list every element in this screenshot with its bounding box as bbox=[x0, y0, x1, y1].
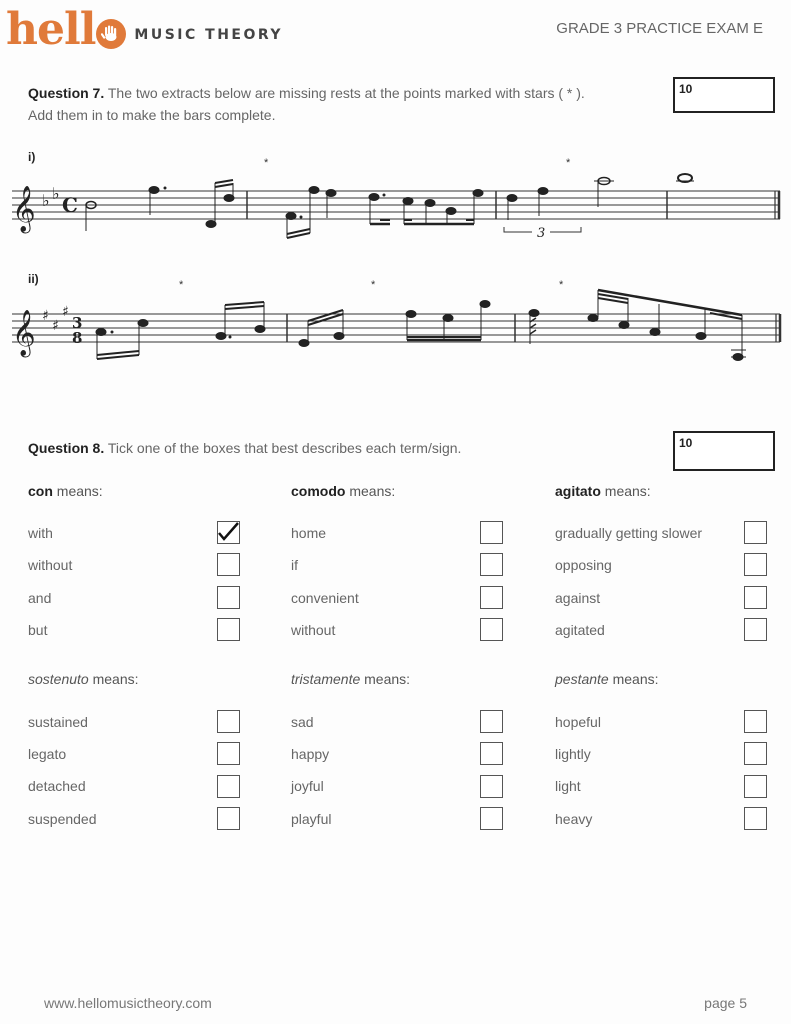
svg-text:C: C bbox=[62, 193, 78, 217]
question-7-marks-box[interactable] bbox=[673, 77, 775, 113]
checkbox-agitato-against[interactable] bbox=[744, 586, 767, 609]
checkbox-pestante-lightly[interactable] bbox=[744, 742, 767, 765]
term-tristamente-heading: tristamente means: bbox=[291, 671, 411, 687]
option-label: hopeful bbox=[555, 714, 601, 730]
checkbox-comodo-home[interactable] bbox=[480, 521, 503, 544]
checkmark-icon bbox=[217, 521, 239, 543]
checkbox-sostenuto-legato[interactable] bbox=[217, 742, 240, 765]
option-label: heavy bbox=[555, 811, 593, 827]
triplet-marker: 3 bbox=[537, 226, 546, 241]
option-label: sustained bbox=[28, 714, 88, 730]
question-7-text-2: Add them in to make the bars complete. bbox=[28, 107, 276, 123]
option-label: happy bbox=[291, 746, 330, 762]
checkbox-con-but[interactable] bbox=[217, 618, 240, 641]
checkbox-con-and[interactable] bbox=[217, 586, 240, 609]
checkbox-agitato-agitated[interactable] bbox=[744, 618, 767, 641]
extract-2-staff[interactable] bbox=[0, 260, 791, 380]
question-8-marks-box[interactable] bbox=[673, 431, 775, 471]
svg-text:♯: ♯ bbox=[42, 308, 49, 324]
star-marker: * bbox=[559, 279, 564, 291]
term-agitato-heading: agitato means: bbox=[555, 483, 651, 499]
term-comodo-heading: comodo means: bbox=[291, 483, 396, 499]
checkbox-tristamente-playful[interactable] bbox=[480, 807, 503, 830]
svg-text:♯: ♯ bbox=[62, 304, 69, 320]
option-label: and bbox=[28, 590, 52, 606]
option-label: lightly bbox=[555, 746, 591, 762]
term-sostenuto-heading: sostenuto means: bbox=[28, 671, 139, 687]
checkbox-tristamente-joyful[interactable] bbox=[480, 775, 503, 798]
option-label: sad bbox=[291, 714, 314, 730]
question-8-label: Question 8. bbox=[28, 440, 105, 456]
svg-text:3: 3 bbox=[72, 314, 83, 332]
marks-value: 10 bbox=[679, 82, 693, 96]
option-label: against bbox=[555, 590, 601, 606]
checkbox-pestante-hopeful[interactable] bbox=[744, 710, 767, 733]
svg-text:♭: ♭ bbox=[52, 184, 60, 203]
star-marker: * bbox=[264, 157, 269, 169]
option-label: but bbox=[28, 622, 48, 638]
checkbox-con-without[interactable] bbox=[217, 553, 240, 576]
checkbox-pestante-heavy[interactable] bbox=[744, 807, 767, 830]
option-label: with bbox=[28, 525, 53, 541]
option-label: detached bbox=[28, 778, 86, 794]
option-label: legato bbox=[28, 746, 67, 762]
page-number: page 5 bbox=[704, 995, 747, 1011]
checkbox-sostenuto-suspended[interactable] bbox=[217, 807, 240, 830]
option-label: light bbox=[555, 778, 581, 794]
checkbox-comodo-if[interactable] bbox=[480, 553, 503, 576]
question-7-text: The two extracts below are missing rests at the points marked with stars ( * ). bbox=[104, 85, 585, 101]
star-marker: * bbox=[566, 157, 571, 169]
option-label: joyful bbox=[291, 778, 324, 794]
logo bbox=[6, 4, 284, 55]
checkbox-agitato-gradually-getting-slower[interactable] bbox=[744, 521, 767, 544]
term-pestante-heading: pestante means: bbox=[555, 671, 659, 687]
checkbox-con-with[interactable] bbox=[217, 521, 240, 544]
svg-text:♭: ♭ bbox=[42, 191, 50, 210]
checkbox-pestante-light[interactable] bbox=[744, 775, 767, 798]
option-label: playful bbox=[291, 811, 332, 827]
checkbox-sostenuto-sustained[interactable] bbox=[217, 710, 240, 733]
logo-subtitle: MUSIC THEORY bbox=[134, 27, 284, 43]
marks-value: 10 bbox=[679, 436, 693, 450]
extract-2-label: ii) bbox=[28, 272, 39, 286]
checkbox-tristamente-happy[interactable] bbox=[480, 742, 503, 765]
star-marker: * bbox=[179, 279, 184, 291]
treble-clef-icon: 𝄞 bbox=[12, 186, 36, 232]
option-label: opposing bbox=[555, 557, 612, 573]
question-7-label: Question 7. bbox=[28, 85, 105, 101]
hand-icon bbox=[96, 19, 126, 49]
option-label: without bbox=[291, 622, 336, 638]
term-con-heading: con means: bbox=[28, 483, 103, 499]
question-8-text: Tick one of the boxes that best describes each term/sign. bbox=[104, 440, 462, 456]
option-label: agitated bbox=[555, 622, 605, 638]
logo-wordmark: hell bbox=[6, 4, 96, 55]
checkbox-agitato-opposing[interactable] bbox=[744, 553, 767, 576]
extract-1-staff[interactable] bbox=[0, 140, 791, 250]
checkbox-comodo-convenient[interactable] bbox=[480, 586, 503, 609]
question-7-prompt bbox=[28, 82, 585, 126]
option-label: convenient bbox=[291, 590, 359, 606]
option-label: suspended bbox=[28, 811, 97, 827]
svg-text:♯: ♯ bbox=[52, 318, 59, 334]
exam-title: GRADE 3 PRACTICE EXAM E bbox=[556, 20, 763, 37]
option-label: home bbox=[291, 525, 327, 541]
checkbox-comodo-without[interactable] bbox=[480, 618, 503, 641]
svg-text:8: 8 bbox=[72, 329, 83, 347]
option-label: if bbox=[291, 557, 298, 573]
option-label: gradually getting slower bbox=[555, 525, 703, 541]
treble-clef-icon: 𝄞 bbox=[12, 310, 36, 356]
star-marker: * bbox=[371, 279, 376, 291]
checkbox-sostenuto-detached[interactable] bbox=[217, 775, 240, 798]
checkbox-tristamente-sad[interactable] bbox=[480, 710, 503, 733]
option-label: without bbox=[28, 557, 73, 573]
footer-website[interactable]: www.hellomusictheory.com bbox=[44, 995, 212, 1011]
question-8-prompt bbox=[28, 437, 461, 459]
extract-1-label: i) bbox=[28, 150, 36, 164]
